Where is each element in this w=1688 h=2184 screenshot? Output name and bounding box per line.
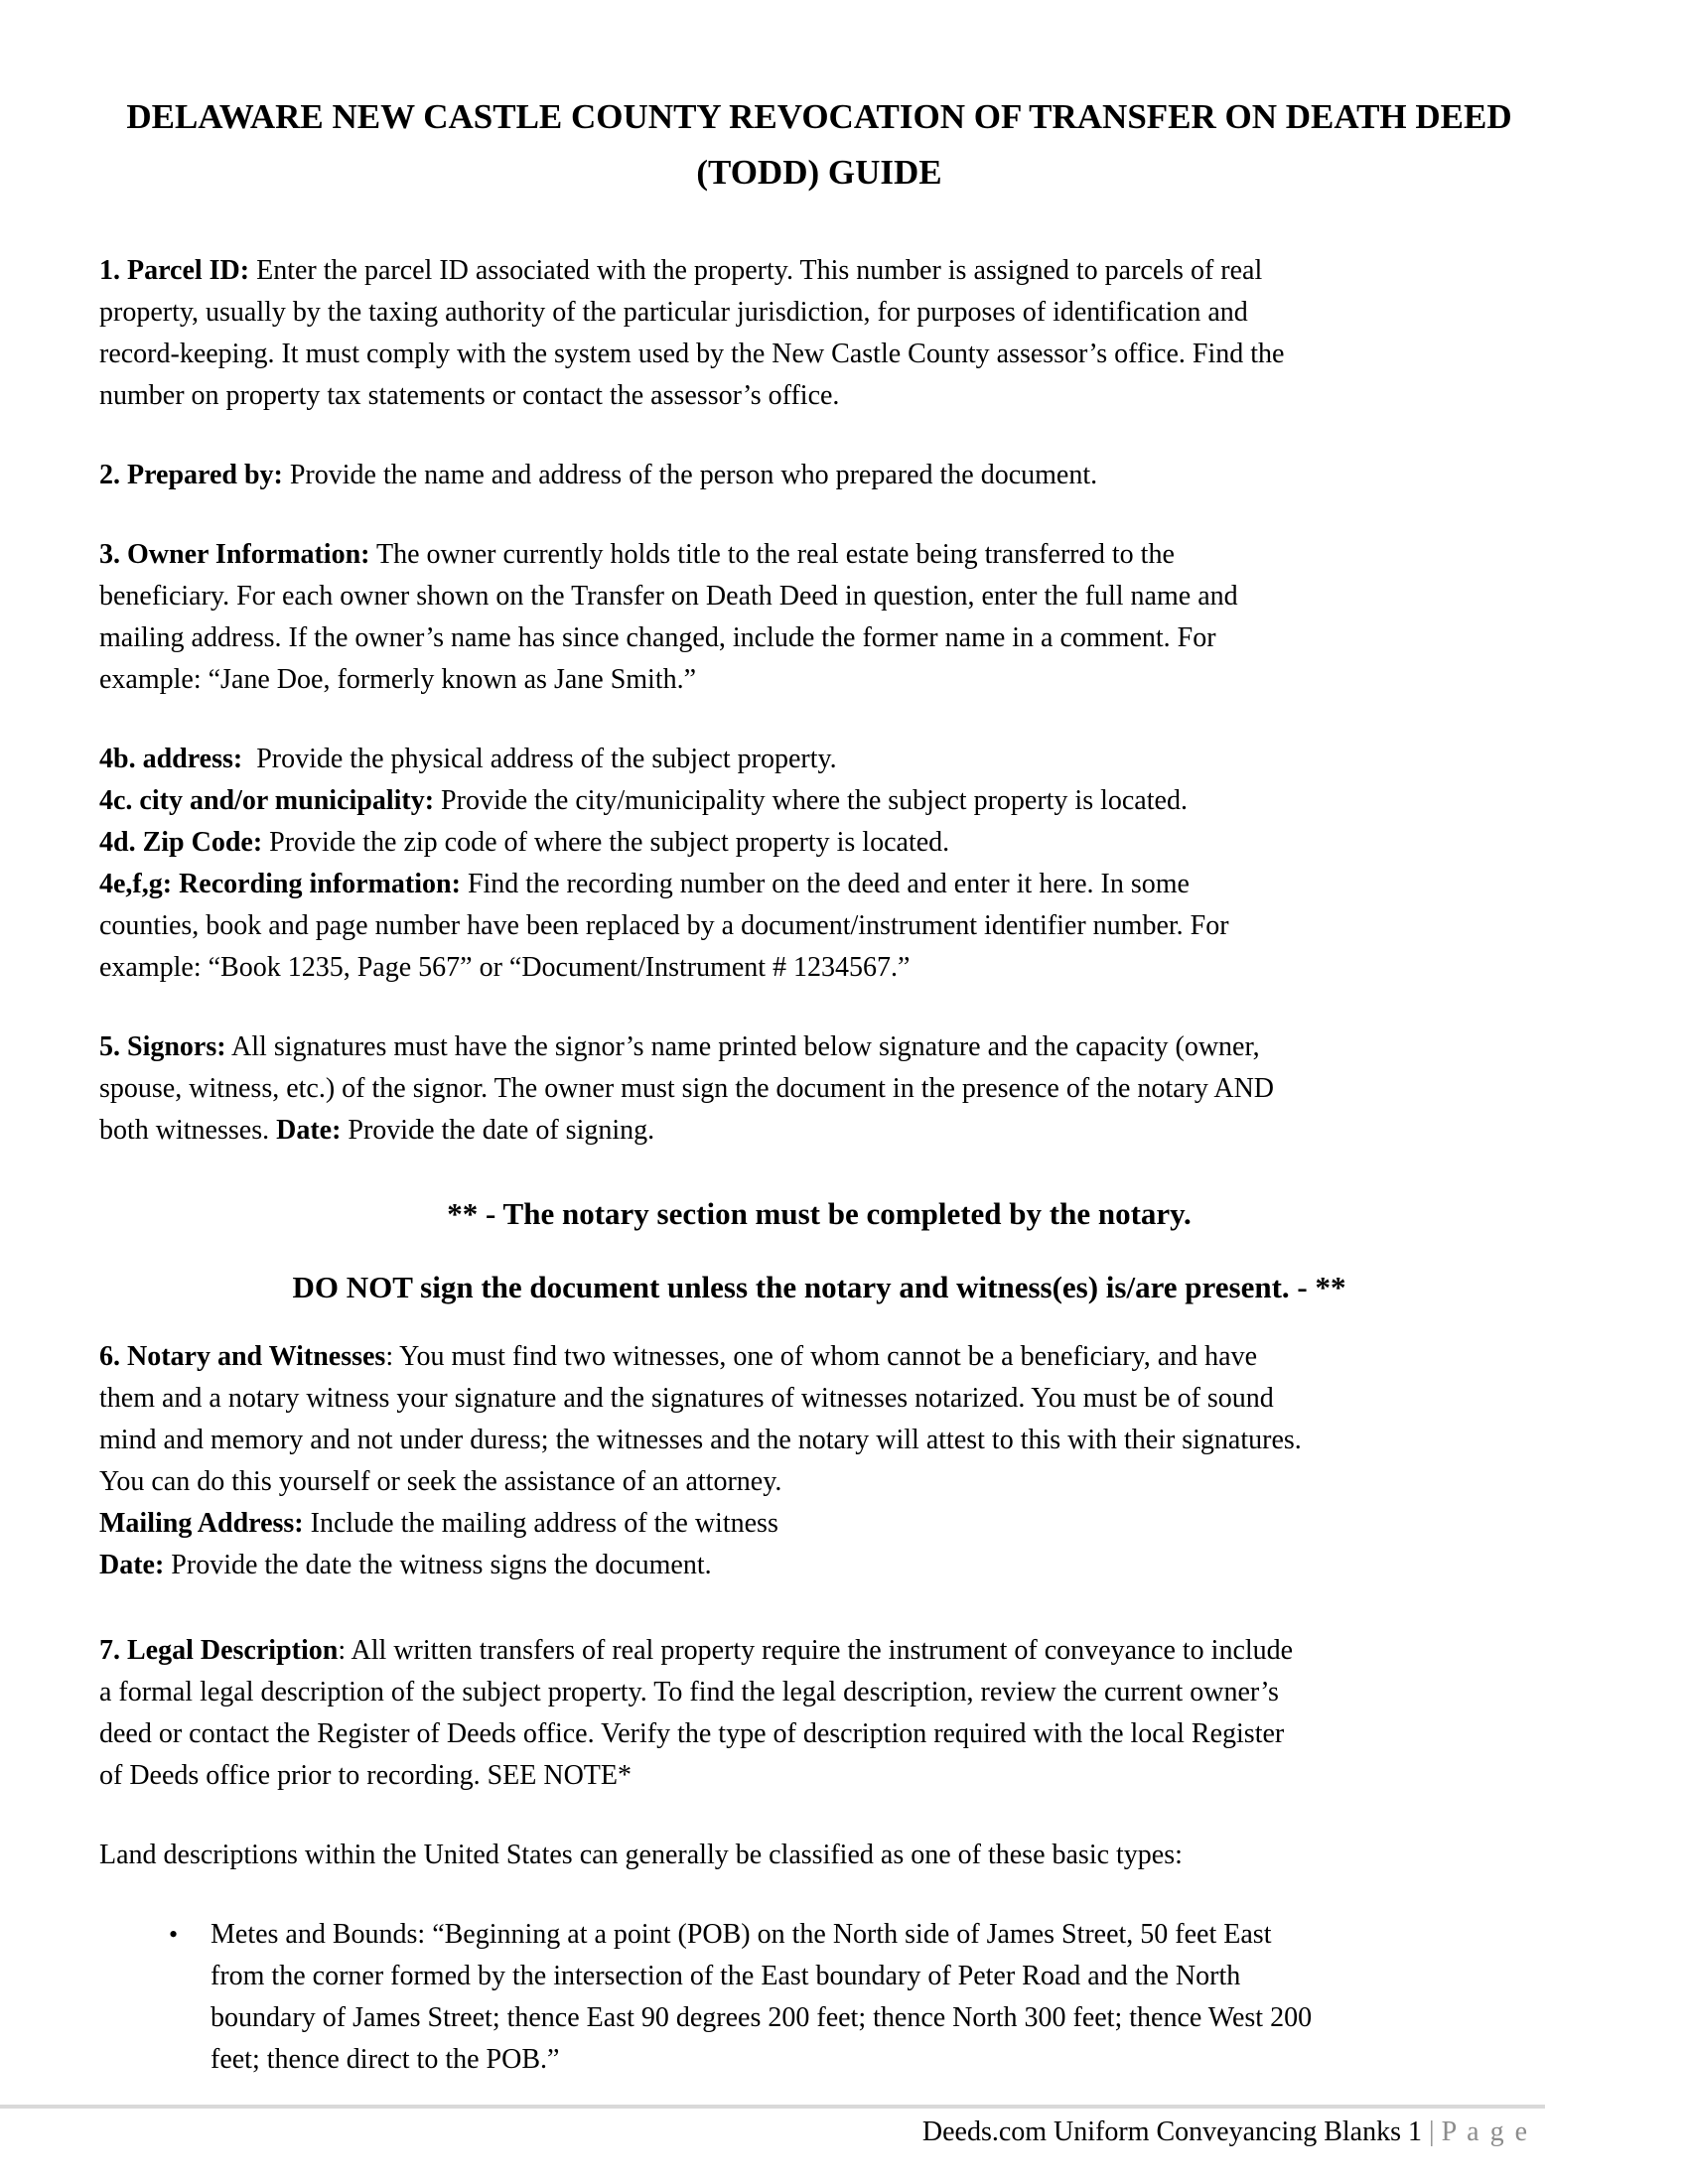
- footer-separator: |: [1422, 2116, 1442, 2147]
- document-title-line-1: DELAWARE NEW CASTLE COUNTY REVOCATION OF TRANSFER ON DEATH DEED: [126, 97, 1512, 136]
- document-title-line-2: (TODD) GUIDE: [696, 153, 942, 192]
- section-2-prepared-by: 2. Prepared by: Provide the name and address of the person who prepared the document.: [99, 460, 1098, 490]
- notary-notice-line-2: DO NOT sign the document unless the notary and witness(es) is/are present. - **: [292, 1270, 1346, 1304]
- bullet-metes-and-bounds: • Metes and Bounds: “Beginning at a point (POB) on the North side of James Street, 50 feet East from the corner formed by the intersection of the East boundary of Peter Road and the North boundary of James Street; thence East 90 degrees 200 feet; thence North 300 feet; thence West 200 feet; thence direct to the POB.”: [169, 1914, 1539, 2081]
- footer-divider: [0, 2105, 1545, 2109]
- document-title: [99, 89, 1539, 201]
- land-descriptions-intro: Land descriptions within the United States can generally be classified as one of these basic types:: [99, 1840, 1183, 1870]
- section-7-legal-description: 7. Legal Description: All written transfers of real property require the instrument of conveyance to include a formal legal description of the subject property. To find the legal description, review the current owner’s deed or contact the Register of Deeds office. Verify the type of description required with the local Register of Deeds office prior to recording. SEE NOTE*: [99, 1635, 1294, 1791]
- section-3-owner-information: 3. Owner Information: The owner currently holds title to the real estate being transferred to the beneficiary. For each owner shown on the Transfer on Death Deed in question, enter the full name and mailing address. If the owner’s name has since changed, include the former name in a comment. For example: “Jane Doe, formerly known as Jane Smith.”: [99, 539, 1238, 695]
- section-1-parcel-id: 1. Parcel ID: Enter the parcel ID associated with the property. This number is assigned to parcels of real property, usually by the taxing authority of the particular jurisdiction, for purposes of identification and record-keeping. It must comply with the system used by the New Castle County assessor’s office. Find the number on property tax statements or contact the assessor’s office.: [99, 255, 1285, 411]
- page-footer: [922, 2115, 1529, 2150]
- document-body: [99, 250, 1539, 2081]
- footer-doc-label: Deeds.com Uniform Conveyancing Blanks 1: [921, 2116, 1422, 2147]
- section-6-notary-and-witnesses: 6. Notary and Witnesses: You must find two witnesses, one of whom cannot be a beneficiary, and have them and a notary witness your signature and the signatures of witnesses notarized. You must be of sound mind and memory and not under duress; the witnesses and the notary will attest to this with their signatures. You can do this yourself or seek the assistance of an attorney. Mailing Address: Include the mailing address of the witness Date: Provide the date the witness signs the document.: [99, 1341, 1302, 1580]
- section-5-signors: 5. Signors: All signatures must have the signor’s name printed below signature and the capacity (owner, spouse, witness, etc.) of the signor. The owner must sign the document in the presence of the notary AND both witnesses. Date: Provide the date of signing.: [99, 1031, 1275, 1146]
- bullet-icon: •: [169, 1920, 179, 1949]
- footer-page-word: P a g e: [1441, 2116, 1529, 2147]
- section-4-property-details: 4b. address: Provide the physical address of the subject property. 4c. city and/or municipality: Provide the city/municipality where the subject property is located. 4d. Zip Code: Provide the zip code of where the subject property is located. 4e,f,g: Recording information: Find the recording number on the deed and enter it here. In some counties, book and page number have been replaced by a document/instrument identifier number. For example: “Book 1235, Page 567” or “Document/Instrument # 1234567.”: [99, 744, 1229, 983]
- notary-notice-line-1: ** - The notary section must be completed by the notary.: [447, 1196, 1192, 1231]
